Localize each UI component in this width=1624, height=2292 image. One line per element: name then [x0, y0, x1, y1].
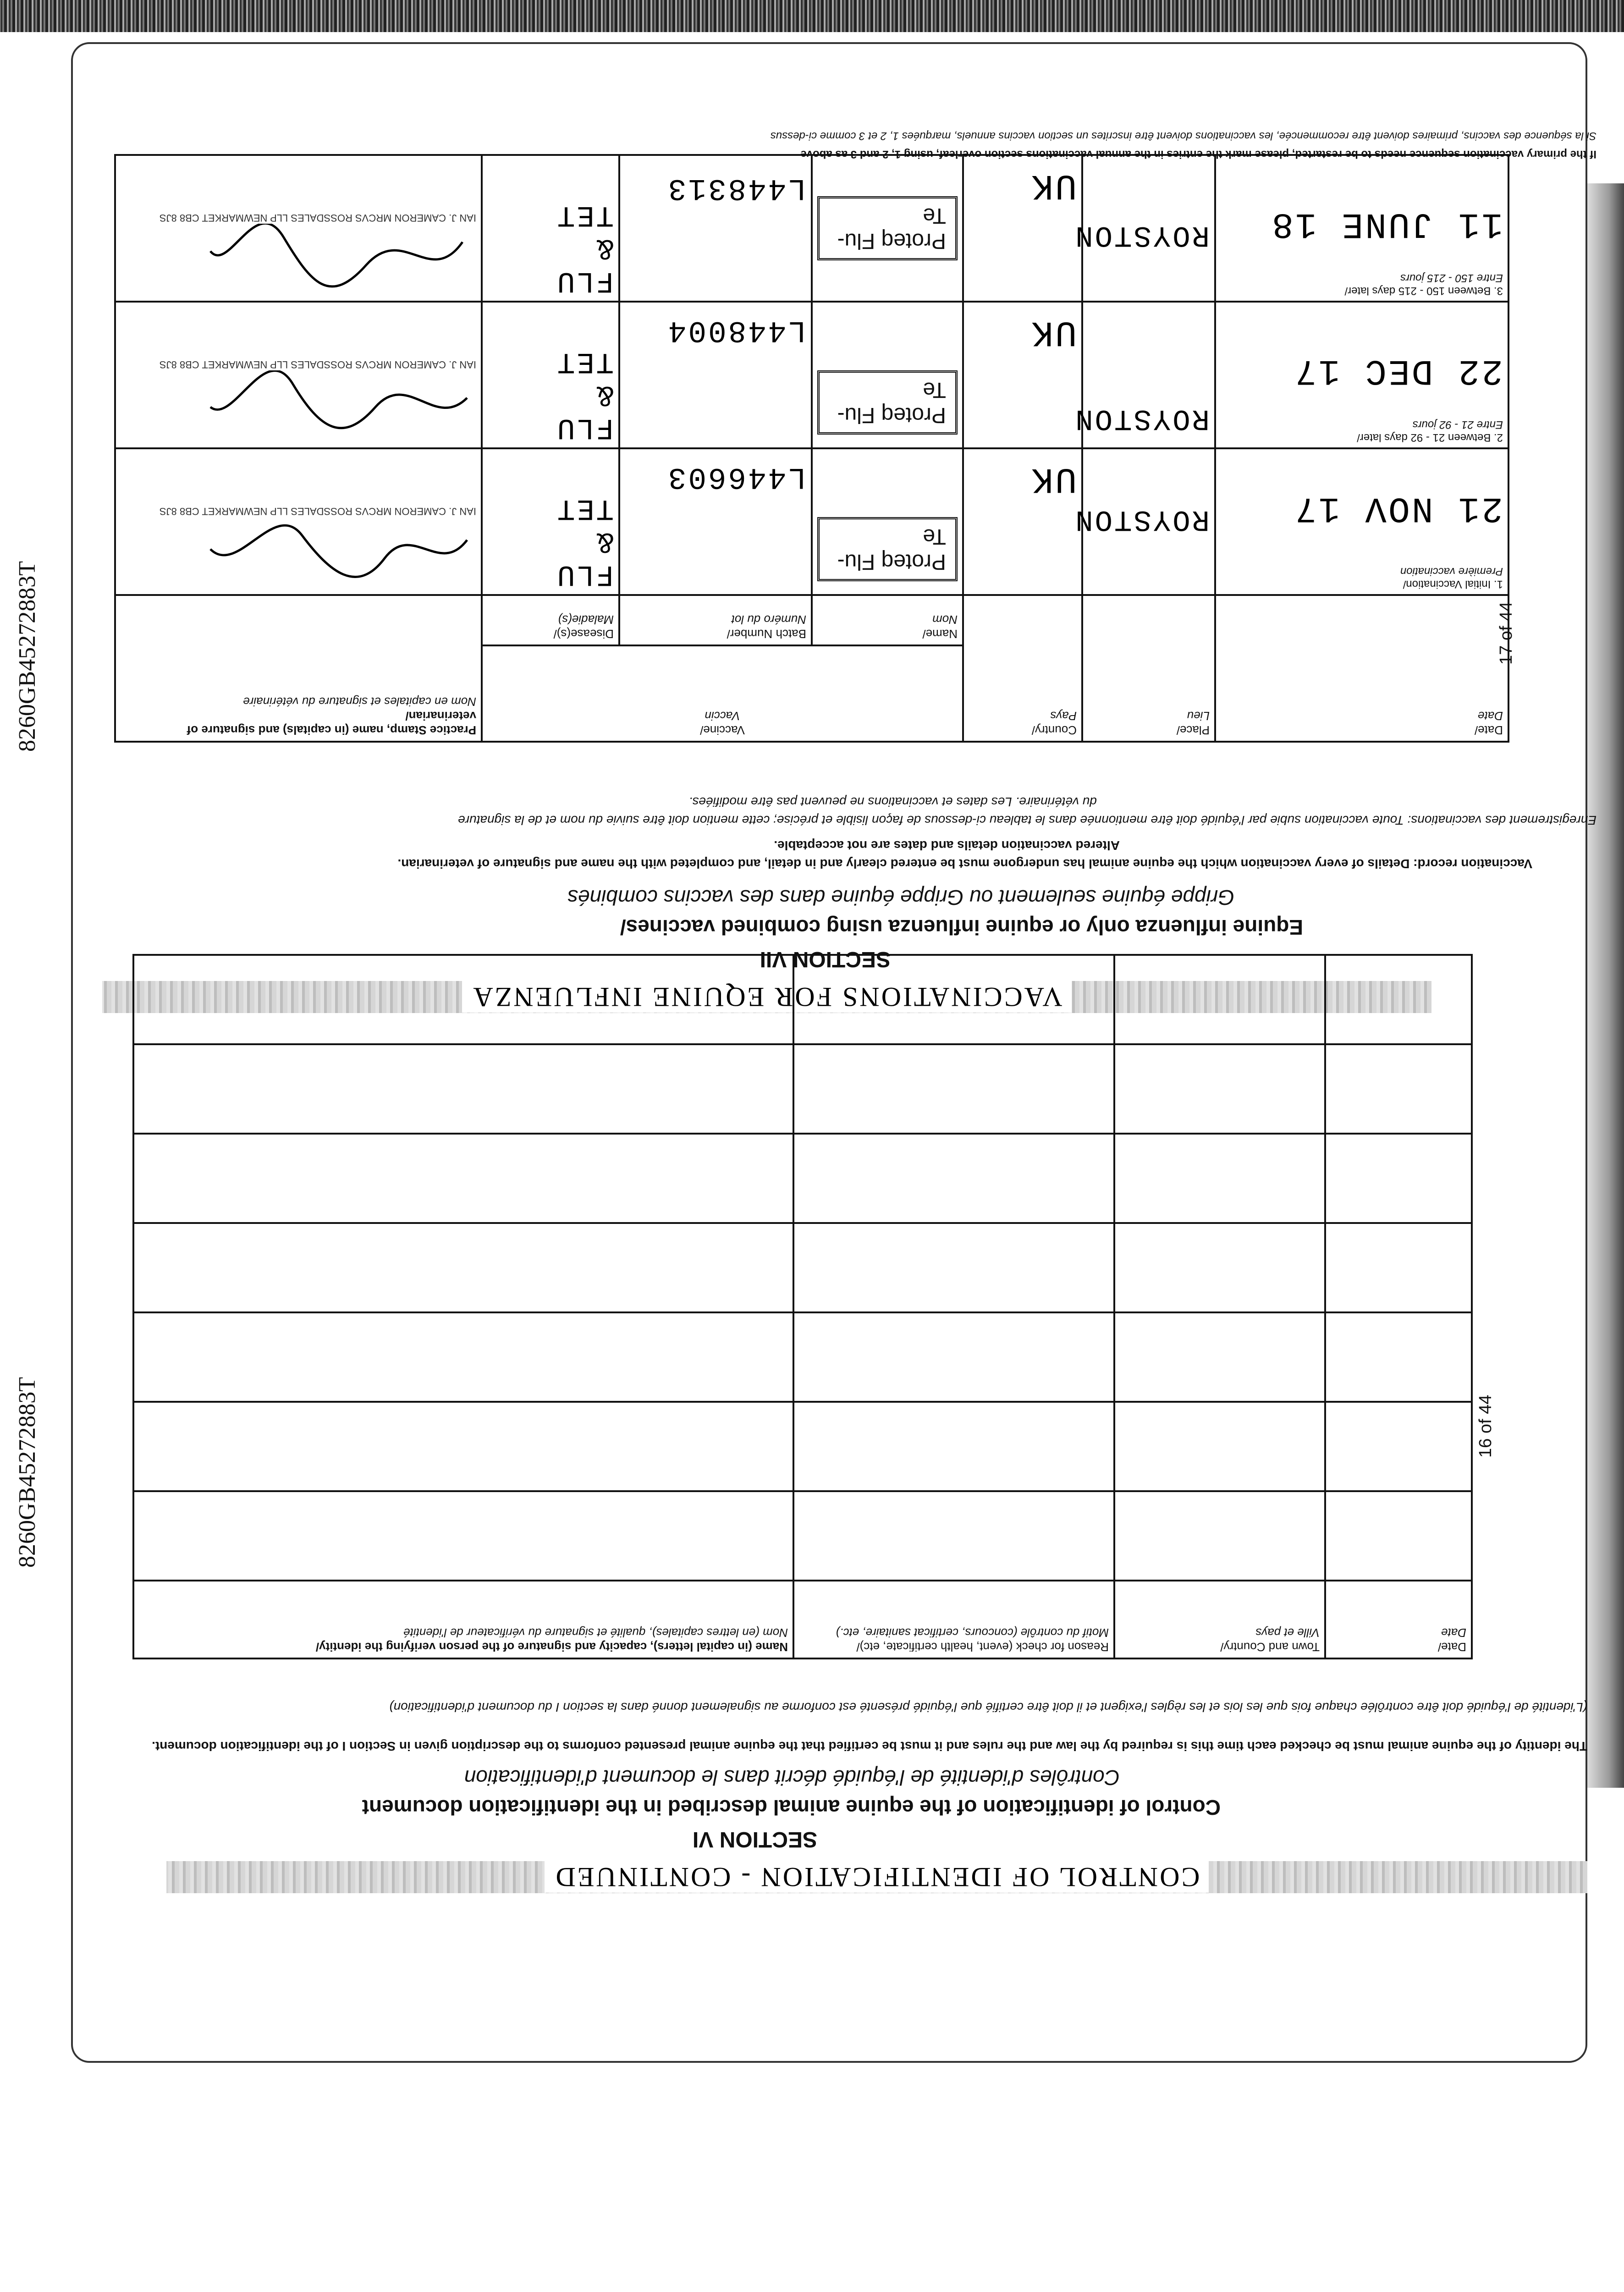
- id-header-name-en: Name (in capital letters), capacity and signature of the person verifying the identity/: [315, 1640, 788, 1654]
- header-stamp: [115, 595, 482, 742]
- identity-header-row: [133, 1581, 1472, 1658]
- scan-edge-top: [0, 0, 1624, 32]
- row2-disease: FLU & TET: [555, 345, 614, 444]
- id-header-reason-fr: Motif du contrôle (concours, certificat sanitaire, etc.): [836, 1626, 1109, 1640]
- id-header-date-fr: Date: [1441, 1626, 1466, 1640]
- id-cell[interactable]: [793, 1223, 1114, 1312]
- id-cell[interactable]: [1114, 1223, 1325, 1312]
- row2-place: ROYSTON: [1073, 402, 1210, 435]
- section6-title: SECTION VI: [692, 1827, 817, 1851]
- header-name: [812, 595, 963, 645]
- row1-place: ROYSTON: [1073, 502, 1210, 535]
- id-header-name-fr: Nom (en lettres capitales), qualité et signature du vérificateur de l'identité: [403, 1626, 788, 1640]
- row1-batch: L446603: [666, 460, 806, 494]
- section6-banner: [166, 1861, 1587, 1893]
- row2-vaccine-cell: [812, 302, 963, 448]
- vaccination-row: [115, 448, 1508, 595]
- id-header-town: [1114, 1581, 1325, 1658]
- vaccination-header-row: [115, 645, 1508, 742]
- header-country: [963, 595, 1082, 742]
- row3-country-cell: [963, 155, 1082, 302]
- header-vaccine-fr: Vaccin: [705, 709, 740, 723]
- id-cell[interactable]: [1325, 955, 1472, 1044]
- row3-vet-stamp: IAN J. CAMERON MRCVS ROSSDALES LLP NEWMARKET CB8 8JS: [159, 212, 476, 224]
- row1-vet-stamp: IAN J. CAMERON MRCVS ROSSDALES LLP NEWMARKET CB8 8JS: [159, 506, 476, 517]
- id-header-town-fr: Ville et pays: [1255, 1626, 1320, 1640]
- identity-row[interactable]: [133, 1134, 1472, 1223]
- id-cell[interactable]: [133, 1044, 793, 1134]
- page-number-16: 16 of 44: [1476, 1394, 1495, 1458]
- id-cell[interactable]: [133, 1402, 793, 1491]
- id-cell[interactable]: [1325, 1044, 1472, 1134]
- row3-label-fr: Entre 150 - 215 jours: [1400, 272, 1503, 284]
- identity-row[interactable]: [133, 1044, 1472, 1134]
- row1-date: 21 NOV 17: [1293, 488, 1503, 528]
- record-en-2: Altered vaccination details and dates are not acceptable.: [774, 838, 1120, 853]
- row1-vaccine-stamp: Proteq Flu-Te: [817, 517, 958, 581]
- id-cell[interactable]: [1114, 1044, 1325, 1134]
- row2-country: UK: [1030, 312, 1077, 352]
- id-header-reason-en: Reason for check (event, health certificate, etc)/: [856, 1640, 1109, 1654]
- id-cell[interactable]: [133, 1134, 793, 1223]
- section6-banner-text: CONTROL OF IDENTIFICATION - CONTINUED: [545, 1862, 1209, 1893]
- header-disease-en: Disease(s)/: [553, 627, 614, 641]
- id-cell[interactable]: [793, 1402, 1114, 1491]
- id-header-town-en: Town and Country/: [1220, 1640, 1320, 1654]
- horse-id-code-bottom: 8260GB45272883T: [14, 1377, 40, 1568]
- row2-date: 22 DEC 17: [1293, 350, 1503, 391]
- id-cell[interactable]: [1325, 1312, 1472, 1402]
- row1-country-cell: [963, 448, 1082, 595]
- row3-label-en: 3. Between 150 - 215 days later/: [1344, 285, 1503, 297]
- record-en-1: Vaccination record: Details of every vaccination which the equine animal has undergone must be entered clearly and in detail, and completed with the name and signature of veterinarian.: [397, 857, 1532, 871]
- header-place-fr: Lieu: [1187, 709, 1210, 723]
- header-country-fr: Pays: [1050, 709, 1077, 723]
- section7-banner-text: VACCINATIONS FOR EQUINE INFLUENZA: [462, 981, 1071, 1013]
- id-header-date: [1325, 1581, 1472, 1658]
- id-cell[interactable]: [1325, 1134, 1472, 1223]
- row2-label-en: 2. Between 21 - 92 days later/: [1357, 431, 1503, 444]
- row3-vet-cell: [115, 155, 482, 302]
- identity-check-table: [132, 954, 1473, 1659]
- id-cell[interactable]: [133, 1312, 793, 1402]
- header-date-en: Date/: [1474, 723, 1503, 737]
- section6-subtitle-fr: Contrôles d'identité de l'équidé décrit dans le document d'identification: [464, 1766, 1120, 1790]
- scan-edge-side: [1587, 183, 1624, 1788]
- row1-batch-cell: [619, 448, 812, 595]
- row2-batch-cell: [619, 302, 812, 448]
- row3-place: ROYSTON: [1073, 218, 1210, 251]
- row2-vaccine-stamp: Proteq Flu-Te: [817, 370, 958, 435]
- row1-vaccine-cell: [812, 448, 963, 595]
- header-country-en: Country/: [1031, 723, 1077, 737]
- header-place: [1082, 595, 1215, 742]
- horse-id-code-top: 8260GB45272883T: [14, 561, 40, 752]
- primary-note-fr: Si la séquence des vaccins, primaires doivent être recommencée, les vaccinations doivent être inscrites un section vaccins annuels, marquées 1, 2 et 3 comme ci-dessus: [770, 130, 1596, 142]
- row1-disease: FLU & TET: [555, 491, 614, 590]
- section6-intro-fr: (L'identité de l'équidé doit être contrôlée chaque fois que les lois et les règles l'exigent et il doit être certifié que l'équidé présenté est conforme au signalement donné dans la section I du document d'identification): [389, 1700, 1587, 1714]
- id-cell[interactable]: [1114, 1402, 1325, 1491]
- row2-place-cell: [1073, 302, 1215, 448]
- id-header-reason: [793, 1581, 1114, 1658]
- row2-signature: [201, 370, 476, 439]
- id-cell[interactable]: [1114, 955, 1325, 1044]
- id-header-date-en: Date/: [1437, 1640, 1466, 1654]
- id-cell[interactable]: [1325, 1223, 1472, 1312]
- row3-date: 11 JUNE 18: [1270, 204, 1503, 244]
- vaccination-table: [114, 154, 1509, 743]
- id-cell[interactable]: [1114, 1134, 1325, 1223]
- row1-country: UK: [1030, 458, 1077, 499]
- header-batch-en: Batch Number/: [727, 627, 806, 641]
- header-stamp-en: Practice Stamp, name (in capitals) and signature of veterinarian/: [187, 709, 476, 737]
- row2-vet-cell: [115, 302, 482, 448]
- header-batch-fr: Numéro du lot: [731, 613, 806, 627]
- header-name-en: Name/: [922, 627, 958, 641]
- header-date-fr: Date: [1478, 709, 1503, 723]
- identity-row[interactable]: [133, 955, 1472, 1044]
- header-stamp-fr: Nom en capitales et signature du vétérinaire: [243, 695, 476, 709]
- id-cell[interactable]: [793, 1134, 1114, 1223]
- row3-disease-cell: [482, 155, 619, 302]
- section7-subtitle-en: Equine influenza only or equine influenza using combined vaccines/: [620, 915, 1303, 939]
- id-cell[interactable]: [1325, 1402, 1472, 1491]
- header-name-fr: Nom: [932, 613, 958, 627]
- row1-disease-cell: [482, 448, 619, 595]
- identity-row[interactable]: [133, 1491, 1472, 1581]
- row3-country: UK: [1030, 165, 1077, 205]
- id-cell[interactable]: [133, 1491, 793, 1581]
- id-cell[interactable]: [793, 1044, 1114, 1134]
- id-cell[interactable]: [1325, 1491, 1472, 1581]
- id-cell[interactable]: [1114, 1491, 1325, 1581]
- row2-label-fr: Entre 21 - 92 jours: [1412, 419, 1503, 431]
- section6-intro-en: The identity of the equine animal must be checked each time this is required by the law and the rules and it must be certified that the equine animal presented conforms to the description given in Section I of the identification document.: [152, 1739, 1587, 1753]
- row2-disease-cell: [482, 302, 619, 448]
- page-number-17: 17 of 44: [1497, 601, 1516, 665]
- header-place-en: Place/: [1176, 723, 1210, 737]
- header-disease-fr: Maladie(s): [558, 613, 614, 627]
- row1-vet-cell: [115, 448, 482, 595]
- row2-batch: L448004: [666, 313, 806, 347]
- row3-date-cell: [1215, 155, 1508, 302]
- id-cell[interactable]: [133, 955, 793, 1044]
- section6-subtitle-en: Control of identification of the equine animal described in the identification document: [362, 1796, 1221, 1819]
- id-cell[interactable]: [793, 1312, 1114, 1402]
- row1-signature: [201, 517, 476, 586]
- record-fr-1: Enregistrement des vaccinations: Toute vaccination subie par l'équidé doit être mentionnée dans le tableau ci-dessous de façon lisible et précise; cette mention doit être suivie du nom et de la signature: [458, 813, 1596, 827]
- id-cell[interactable]: [1114, 1312, 1325, 1402]
- row2-country-cell: [963, 302, 1082, 448]
- header-vaccine-en: Vaccine/: [700, 723, 745, 737]
- vaccination-row: [115, 155, 1508, 302]
- row3-disease: FLU & TET: [555, 198, 614, 297]
- identity-row[interactable]: [133, 1312, 1472, 1402]
- identity-row[interactable]: [133, 1402, 1472, 1491]
- identity-row[interactable]: [133, 1223, 1472, 1312]
- primary-note-en: If the primary vaccination sequence needs to be restarted, please mark the entries in the annual vaccinations section overleaf, using 1, 2 and 3 as above: [800, 148, 1596, 160]
- id-header-name: [133, 1581, 793, 1658]
- row2-vet-stamp: IAN J. CAMERON MRCVS ROSSDALES LLP NEWMARKET CB8 8JS: [159, 359, 476, 370]
- section7-title: SECTION VII: [760, 947, 891, 971]
- row3-batch: L448313: [666, 171, 806, 205]
- id-cell[interactable]: [793, 955, 1114, 1044]
- row3-place-cell: [1073, 155, 1215, 302]
- row3-batch-cell: [619, 155, 812, 302]
- section7-subtitle-fr: Grippe équine seulement ou Grippe équine dans des vaccins combinés: [567, 886, 1234, 909]
- row1-label-en: 1. Initial Vaccination/: [1403, 578, 1503, 590]
- vaccination-row: [115, 302, 1508, 448]
- header-disease: [482, 595, 619, 645]
- row1-label-fr: Première vaccination: [1400, 565, 1503, 578]
- header-vaccine: [482, 645, 963, 742]
- id-cell[interactable]: [793, 1491, 1114, 1581]
- header-batch: [619, 595, 812, 645]
- row3-vaccine-stamp: Proteq Flu-Te: [817, 196, 958, 260]
- header-date: [1215, 595, 1508, 742]
- record-fr-2: du vétérinaire. Les dates et vaccinations ne peuvent pas être modifiées.: [688, 795, 1097, 809]
- row1-place-cell: [1073, 448, 1215, 595]
- id-cell[interactable]: [133, 1223, 793, 1312]
- row2-date-cell: [1215, 302, 1508, 448]
- row3-vaccine-cell: [812, 155, 963, 302]
- row1-date-cell: [1215, 448, 1508, 595]
- row3-signature: [201, 224, 476, 292]
